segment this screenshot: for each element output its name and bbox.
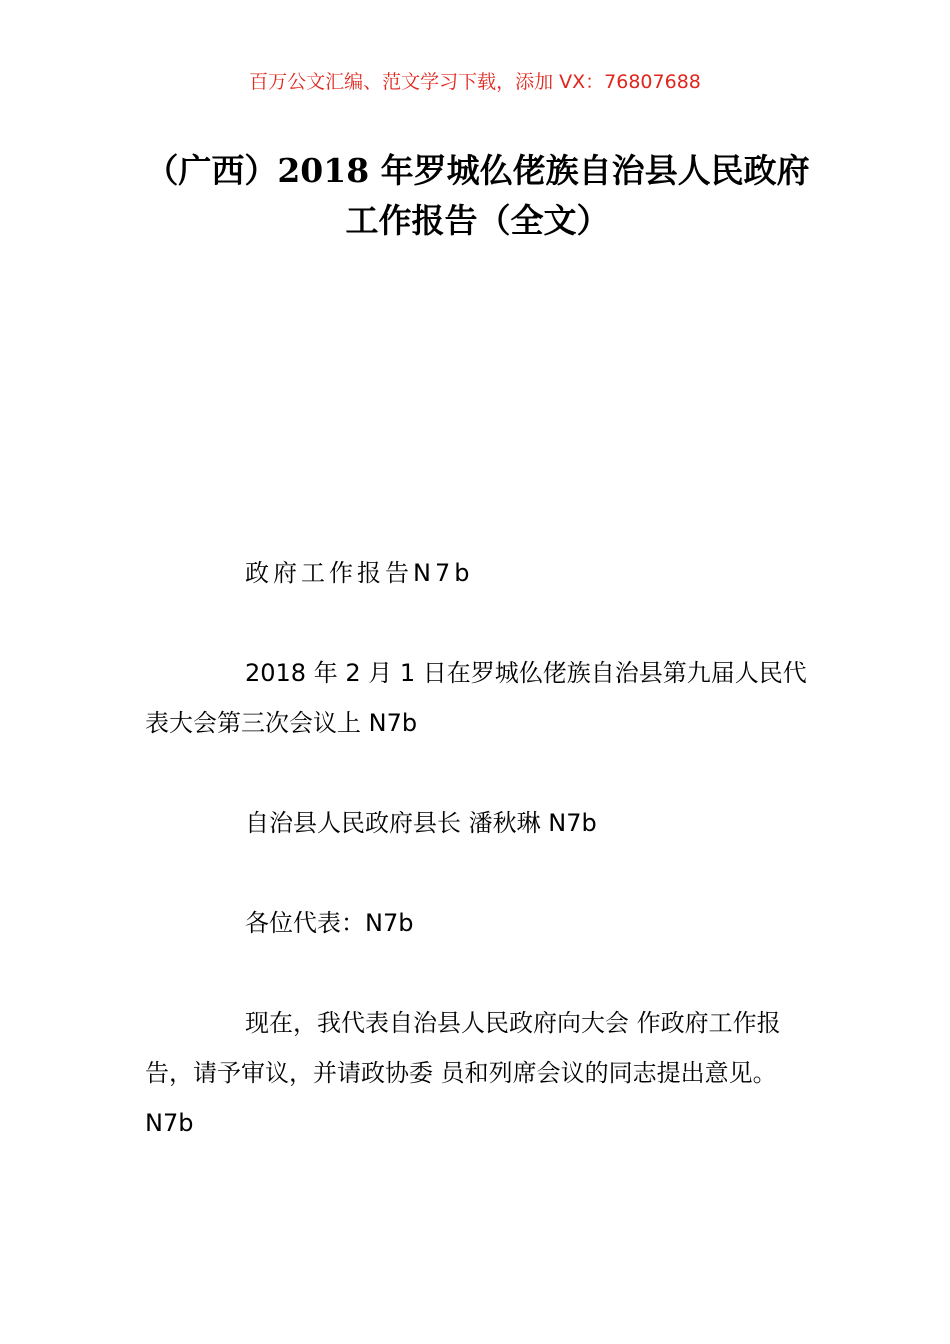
paragraph-meeting-date: 2018 年 2 月 1 日在罗城仫佬族自治县第九届人民代表大会第三次会议上 N7b — [145, 659, 807, 737]
document-title: （广西）2018 年罗城仫佬族自治县人民政府工作报告（全文） — [145, 151, 810, 240]
paragraph-opening: 现在，我代表自治县人民政府向大会 作政府工作报告，请予审议，并请政协委 员和列席会议的同志提出意见。N7b — [145, 1009, 781, 1137]
paragraph-speaker: 自治县人民政府县长 潘秋琳 N7b — [245, 809, 597, 837]
header-notice: 百万公文汇编、范文学习下载，添加 VX：76807688 — [249, 71, 701, 93]
paragraph-salutation: 各位代表：N7b — [245, 909, 414, 937]
paragraph-report-heading: 政府工作报告N7b — [245, 559, 474, 587]
